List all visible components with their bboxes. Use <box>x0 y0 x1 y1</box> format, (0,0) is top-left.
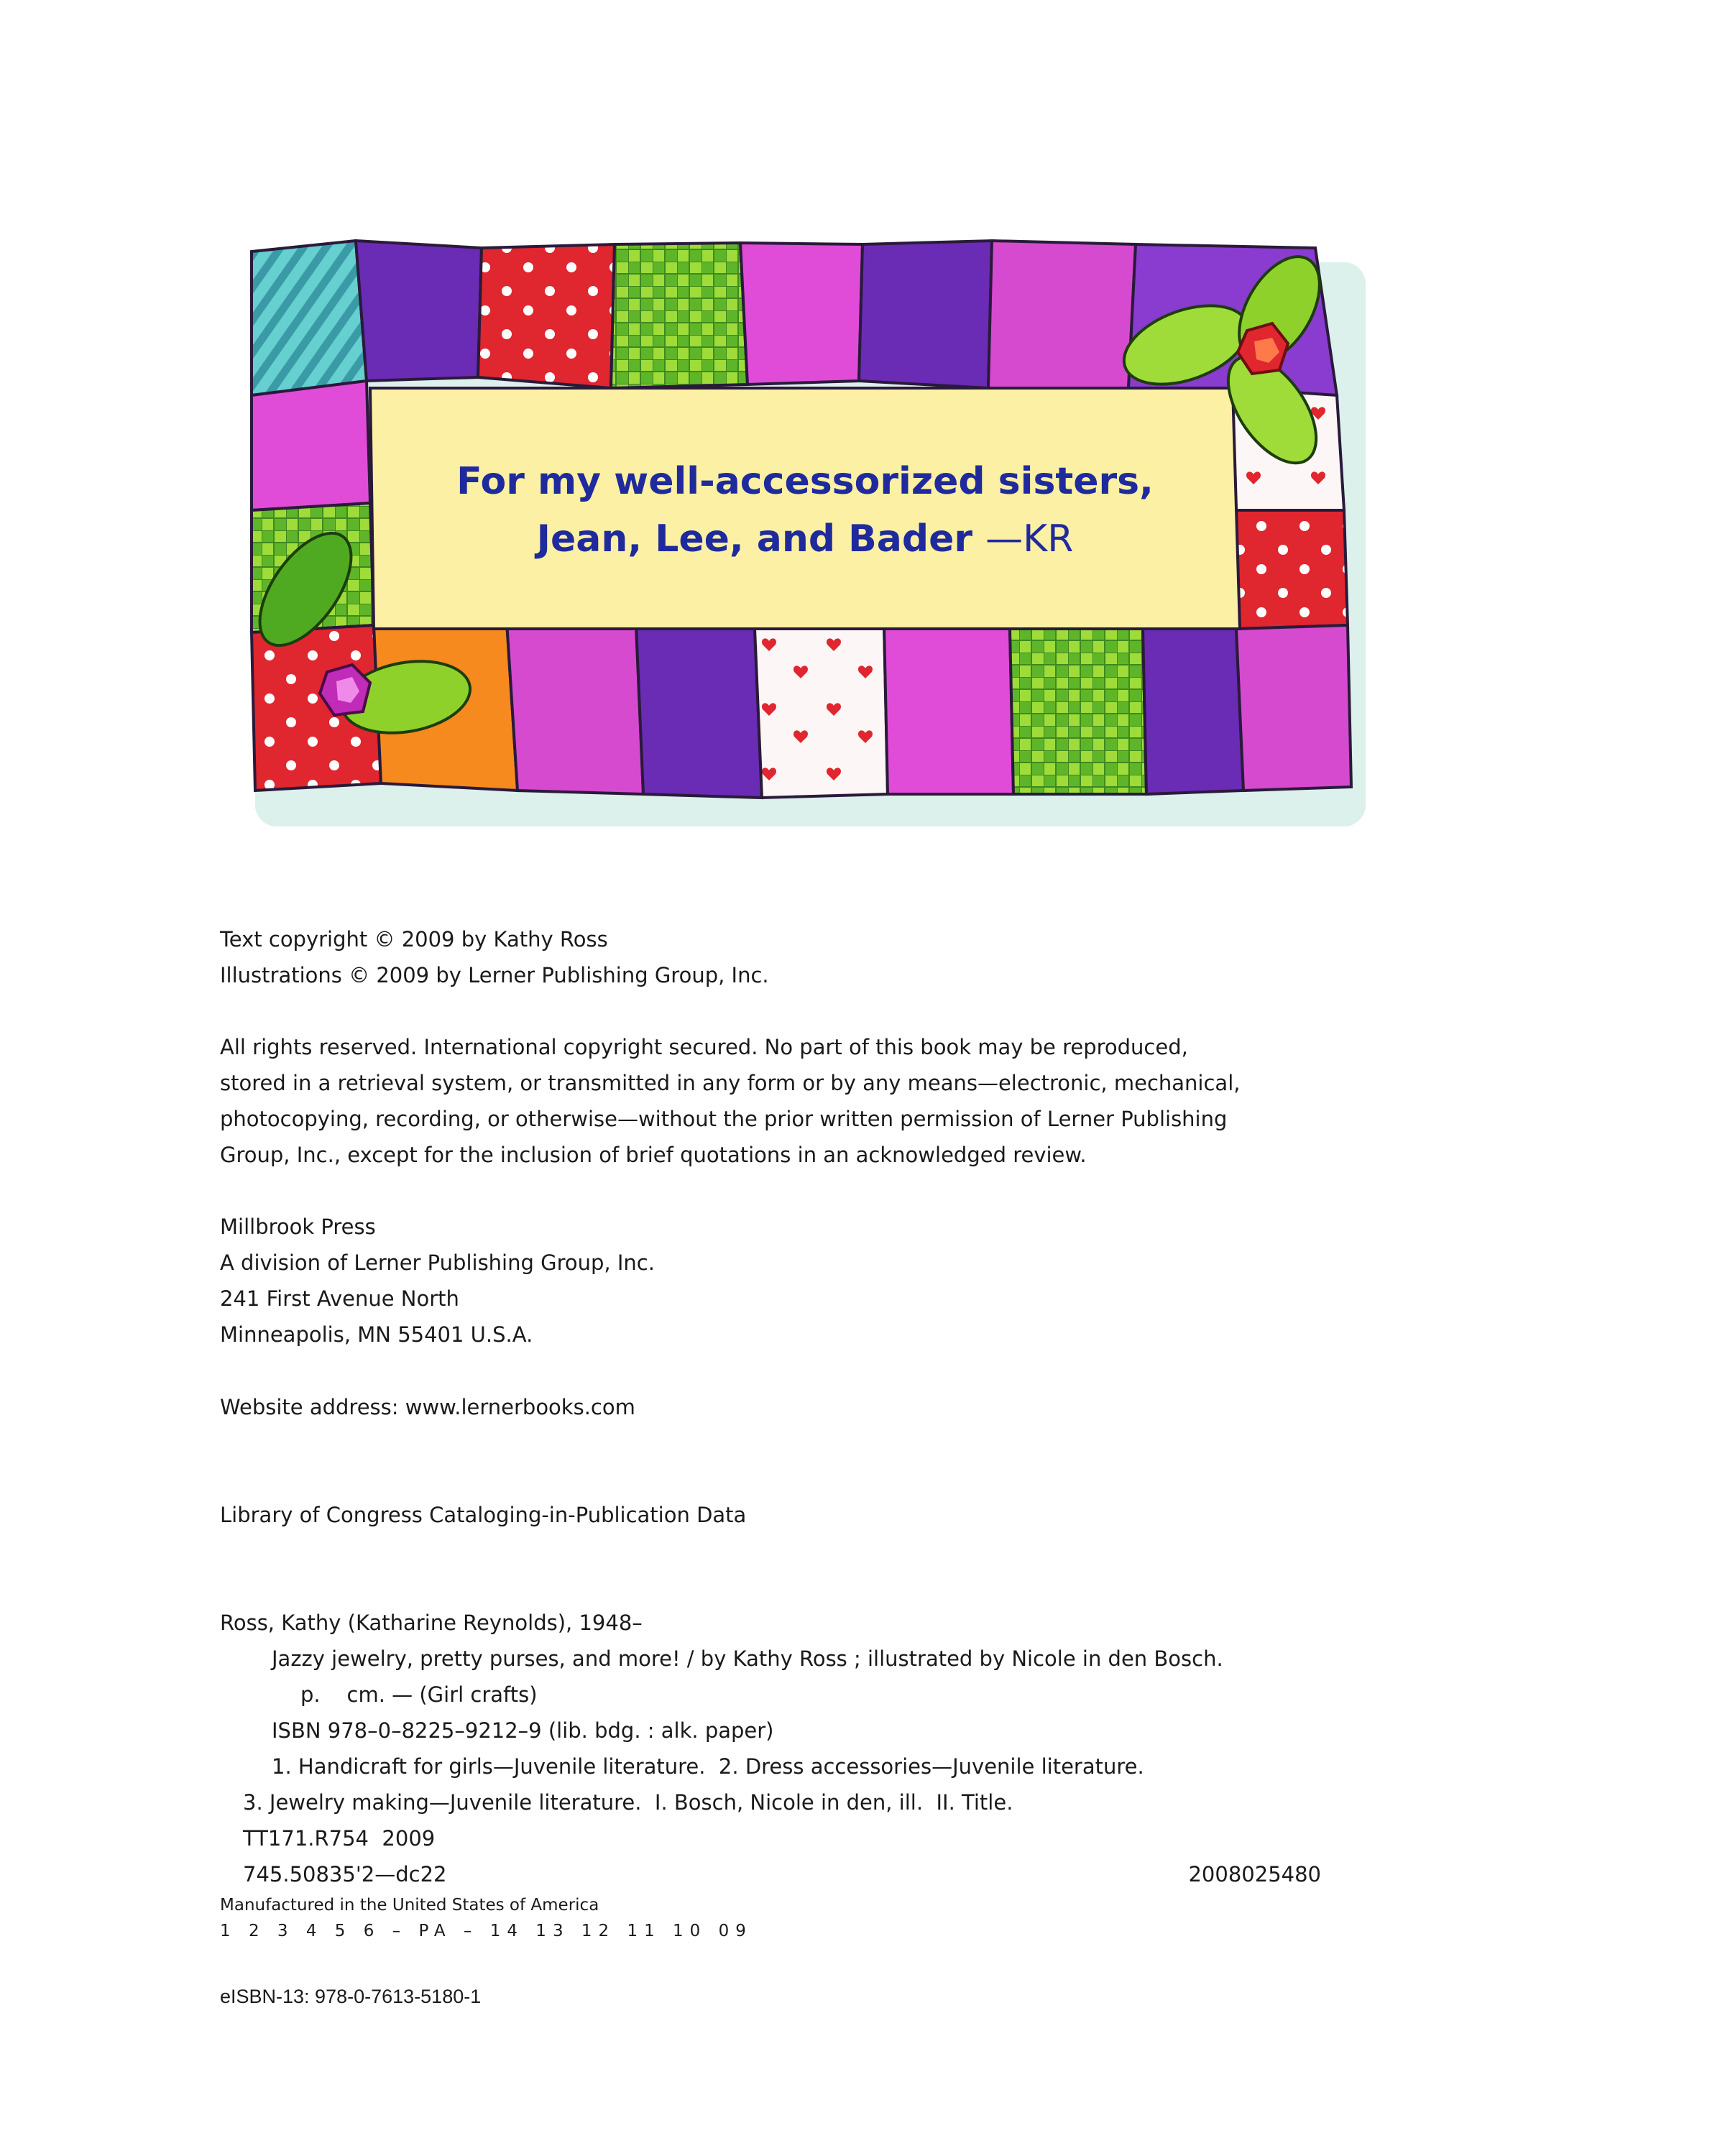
cip-physical: p. cm. — (Girl crafts) <box>300 1682 538 1707</box>
cip-record <box>220 1605 1321 1892</box>
cip-call-number: TT171.R754 2009 <box>243 1826 436 1851</box>
printing-line: 1 2 3 4 5 6 – PA – 14 13 12 11 10 09 <box>220 1922 753 1940</box>
publisher-division: A division of Lerner Publishing Group, Inc. <box>220 1250 655 1275</box>
cip-classification-row <box>220 1856 1321 1892</box>
publisher-address <box>220 1209 655 1353</box>
manufacturing-info <box>220 1892 753 1944</box>
dedication-signature: —KR <box>985 517 1074 561</box>
website-address <box>220 1389 635 1425</box>
dedication-line-2 <box>388 510 1222 568</box>
cip-isbn: ISBN 978–0–8225–9212–9 (lib. bdg. : alk. paper) <box>272 1718 774 1743</box>
dedication <box>388 453 1222 568</box>
cip-dewey: 745.50835'2—dc22 <box>243 1862 447 1886</box>
rights-line: Group, Inc., except for the inclusion of brief quotations in an acknowledged review. <box>220 1143 1087 1167</box>
rights-line: stored in a retrieval system, or transmitted in any form or by any means—electronic, mechanical, <box>220 1071 1241 1095</box>
publisher-city: Minneapolis, MN 55401 U.S.A. <box>220 1322 533 1347</box>
publisher-name: Millbrook Press <box>220 1215 376 1239</box>
rights-line: All rights reserved. International copyright secured. No part of this book may be reproduced, <box>220 1035 1188 1059</box>
eisbn-line: eISBN-13: 978-0-7613-5180-1 <box>220 1986 482 2007</box>
eisbn <box>220 1982 481 2011</box>
dedication-line-1: For my well-accessorized sisters, <box>456 460 1154 503</box>
rights-statement <box>220 1029 1240 1173</box>
dedication-names: Jean, Lee, and Bader <box>536 517 973 561</box>
cip-title: Jazzy jewelry, pretty purses, and more! / by Kathy Ross ; illustrated by Nicole in den Bosch. <box>272 1646 1223 1671</box>
cip-author: Ross, Kathy (Katharine Reynolds), 1948– <box>220 1611 643 1635</box>
text-copyright: Text copyright © 2009 by Kathy Ross <box>220 927 608 952</box>
cip-subjects-1: 1. Handicraft for girls—Juvenile literature. 2. Dress accessories—Juvenile literature. <box>272 1754 1144 1779</box>
copyright-notice <box>220 921 769 993</box>
manufactured-line: Manufactured in the United States of America <box>220 1896 599 1915</box>
publisher-street: 241 First Avenue North <box>220 1286 459 1311</box>
cip-lccn: 2008025480 <box>1188 1862 1321 1886</box>
cip-heading <box>220 1497 746 1533</box>
rights-line: photocopying, recording, or otherwise—without the prior written permission of Lerner Publishing <box>220 1107 1228 1131</box>
illustrations-copyright: Illustrations © 2009 by Lerner Publishing Group, Inc. <box>220 963 769 987</box>
cip-subjects-2: 3. Jewelry making—Juvenile literature. I. Bosch, Nicole in den, ill. II. Title. <box>243 1790 1013 1815</box>
website-line: Website address: www.lernerbooks.com <box>220 1395 635 1419</box>
cip-heading-text: Library of Congress Cataloging-in-Publication Data <box>220 1503 747 1527</box>
